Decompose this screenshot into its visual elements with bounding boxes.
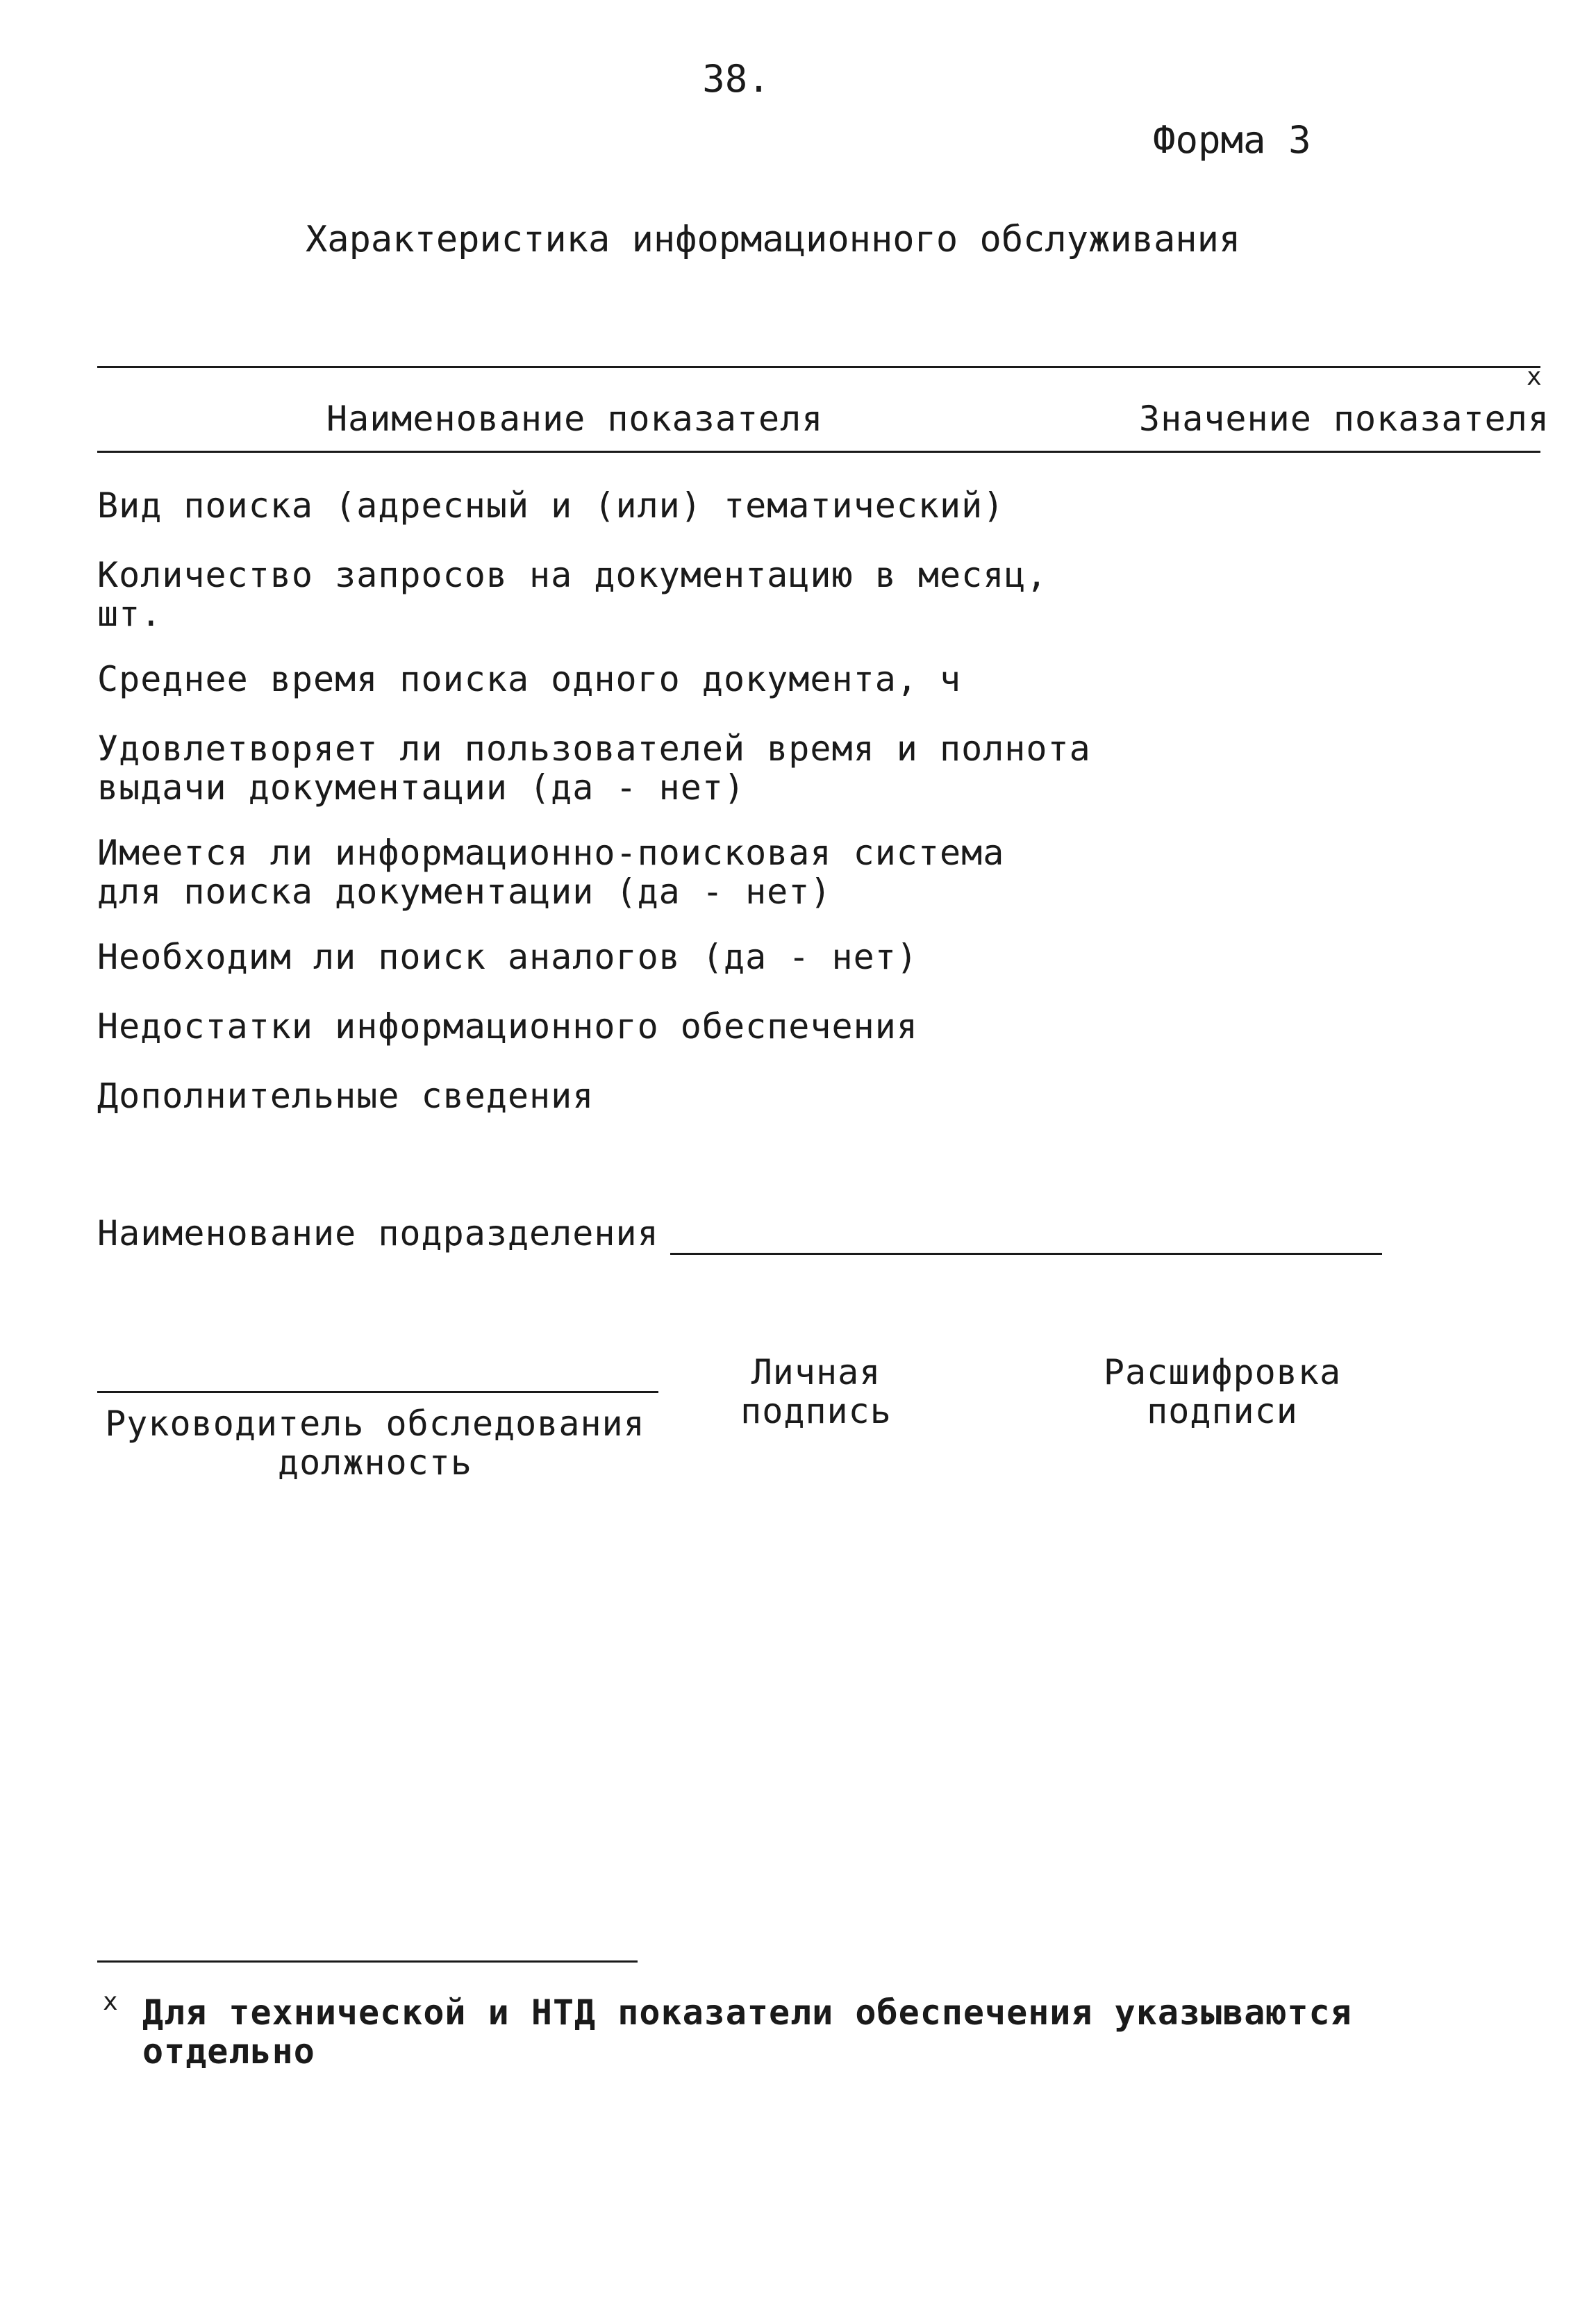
column-header-value: Значение показателя — [1139, 399, 1549, 439]
unit-name-blank-line — [670, 1253, 1382, 1255]
signature-decoding-label: Расшифровка подписи — [1103, 1352, 1342, 1431]
survey-head-position-label: Руководитель обследования должность — [105, 1404, 645, 1483]
page-number: 38. — [702, 57, 770, 101]
footnote-rule — [97, 1960, 638, 1963]
unit-name-label: Наименование подразделения — [97, 1213, 659, 1254]
form-label: Форма 3 — [1153, 118, 1311, 162]
table-row: Удовлетворяет ли пользователей время и полнота выдачи документации (да - нет) — [97, 728, 1091, 808]
table-row: Среднее время поиска одного документа, ч — [97, 659, 962, 699]
header-footnote-mark: x — [1527, 363, 1542, 391]
footnote-text: Для технической и НТД показатели обеспечения указываются отдельно — [142, 1992, 1352, 2072]
table-top-rule — [97, 366, 1540, 368]
table-row: Количество запросов на документацию в месяц, шт. — [97, 555, 1048, 634]
table-row: Недостатки информационного обеспечения — [97, 1006, 918, 1047]
table-row: Необходим ли поиск аналогов (да - нет) — [97, 937, 918, 977]
position-blank-line — [97, 1391, 658, 1393]
personal-signature-label: Личная подпись — [740, 1352, 892, 1431]
table-row: Вид поиска (адресный и (или) тематический) — [97, 485, 1005, 526]
footnote-mark: x — [103, 1988, 118, 2016]
document-title: Характеристика информационного обслуживания — [306, 219, 1241, 260]
column-header-indicator: Наименование показателя — [326, 399, 824, 439]
table-header-rule — [97, 451, 1540, 453]
table-row: Дополнительные сведения — [97, 1076, 595, 1116]
table-row: Имеется ли информационно-поисковая система для поиска документации (да - нет) — [97, 833, 1005, 912]
